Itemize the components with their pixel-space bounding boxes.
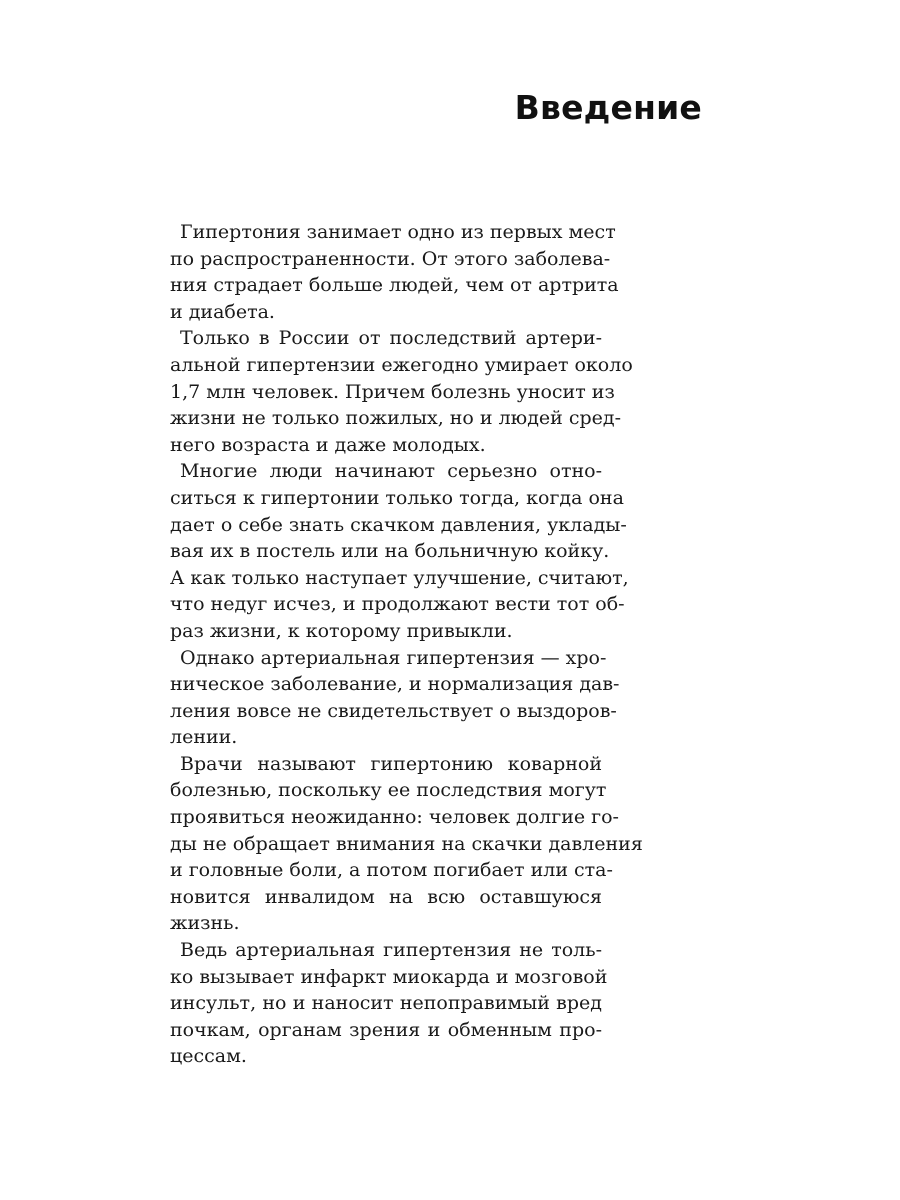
paragraph-2 [170,325,633,458]
text-line: А как только наступает улучшение, считают, [170,566,629,589]
text-line: него возраста и даже молодых. [170,433,486,456]
text-line: альной гипертензии ежегодно умирает около [170,353,633,376]
text-line: дает о себе знать скачком давления, уклады- [170,513,627,536]
text-line: раз жизни, к которому привыкли. [170,619,513,642]
text-line: Только в России от последствий артери- [180,327,602,350]
text-line: жизнь. [170,912,240,935]
text-line: инсульт, но и наносит непоправимый вред [170,992,602,1015]
paragraph-5 [170,751,643,937]
text-line: ническое заболевание, и нормализация дав- [170,673,620,696]
paragraph-1 [170,219,619,325]
text-line: вая их в постель или на больничную койку. [170,540,610,563]
text-line: ния страдает больше людей, чем от артрита [170,274,619,297]
text-line: Врачи называют гипертонию коварной [180,752,602,775]
text-line: что недуг исчез, и продолжают вести тот об- [170,593,625,616]
text-line: ко вызывает инфаркт миокарда и мозговой [170,965,608,988]
text-line: жизни не только пожилых, но и людей сред- [170,407,622,430]
paragraph-3 [170,458,629,644]
text-line: Однако артериальная гипертензия — хро- [180,646,607,669]
text-line: болезнью, поскольку ее последствия могут [170,779,607,802]
text-line: 1,7 млн человек. Причем болезнь уносит из [170,380,615,403]
text-line: проявиться неожиданно: человек долгие го- [170,806,619,829]
paragraph-6 [170,937,608,1070]
text-line: лении. [170,726,238,749]
text-line: ления вовсе не свидетельствует о выздоров- [170,699,617,722]
text-line: ситься к гипертонии только тогда, когда она [170,486,624,509]
chapter-title: Введение [514,88,702,127]
text-line: цессам. [170,1045,247,1068]
text-line: и головные боли, а потом погибает или ста- [170,859,613,882]
text-line: по распространенности. От этого заболева- [170,247,611,270]
text-line: почкам, органам зрения и обменным про- [170,1018,602,1041]
text-line: ды не обращает внимания на скачки давления [170,832,643,855]
text-line: новится инвалидом на всю оставшуюся [170,885,602,908]
paragraph-4 [170,645,620,751]
text-line: Ведь артериальная гипертензия не толь- [180,939,602,962]
text-line: и диабета. [170,300,275,323]
text-line: Многие люди начинают серьезно отно- [180,460,602,483]
text-line: Гипертония занимает одно из первых мест [180,221,616,243]
body-text [170,219,643,1070]
